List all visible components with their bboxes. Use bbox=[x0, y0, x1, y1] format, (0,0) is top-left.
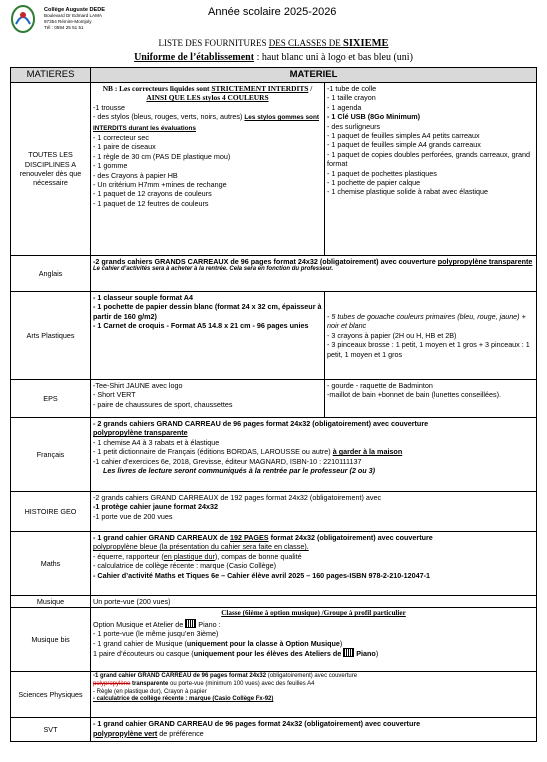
list-item: - 1 Carnet de croquis - Format A5 14.8 x 21 cm - 96 pages unies bbox=[93, 321, 309, 331]
material-cell-left bbox=[91, 292, 325, 380]
list-item bbox=[93, 639, 534, 648]
list-item: - 1 porte-vue (le même jusqu’en 3ième) bbox=[93, 629, 219, 639]
column-header-subjects: MATIERES bbox=[11, 68, 91, 83]
subject-cell: TOUTES LES DISCIPLINES A renouveler dès que nécessaire bbox=[11, 83, 91, 256]
material-cell bbox=[91, 492, 537, 532]
subject-cell: Maths bbox=[11, 532, 91, 596]
list-item: - calculatrice de collège récente : marque (Casio Collège Fx-92) bbox=[93, 696, 274, 703]
list-item-text: ) bbox=[339, 638, 343, 648]
table-row bbox=[11, 380, 537, 418]
school-year: Année scolaire 2025-2026 bbox=[208, 6, 337, 18]
cover-note: polypropylène bleue (la présentation du cahier sera faite en classe). bbox=[93, 542, 309, 552]
activity-book-note: Le cahier d’activités sera à acheter à la rentrée. Cela sera en fonction du professeur. bbox=[93, 266, 334, 273]
hard-plastic-note: en plastique dur bbox=[163, 551, 215, 561]
list-item: - 1 taille crayon bbox=[327, 93, 376, 103]
subject-cell: EPS bbox=[11, 380, 91, 418]
list-item-text: 1 paire d’écouteurs ou casque ( bbox=[93, 649, 194, 659]
nb-sep: / bbox=[308, 84, 313, 93]
table-row bbox=[11, 492, 537, 532]
list-item bbox=[93, 648, 534, 658]
atelier-only-note: uniquement pour les élèves des Ateliers de bbox=[193, 649, 344, 659]
material-cell bbox=[91, 718, 537, 742]
list-item-text: Piano : bbox=[196, 619, 221, 629]
list-item-text: -1 grand cahier GRAND CARREAU de 96 pages format 24x32 bbox=[93, 673, 267, 680]
nb-styles: AINSI QUE LES stylos 4 COULEURS bbox=[146, 93, 269, 103]
list-item bbox=[93, 533, 534, 542]
list-item: - 1 classeur souple format A4 bbox=[93, 293, 193, 302]
table-row bbox=[11, 83, 537, 256]
list-item: - 3 pinceaux brosse : 1 petit, 1 moyen et 1 gros + 3 pinceaux : 1 petit, 1 moyen et 1 gros bbox=[327, 340, 530, 359]
school-info bbox=[44, 7, 105, 31]
list-item: - 1 paire de ciseaux bbox=[93, 142, 156, 152]
cover-note: polypropylène transparente bbox=[437, 257, 533, 266]
title-prefix: LISTE DES FOURNITURES bbox=[158, 38, 269, 48]
subject-cell: SVT bbox=[11, 718, 91, 742]
list-item: - 1 Clé USB (8Go Minimum) bbox=[327, 112, 421, 122]
table-row bbox=[11, 596, 537, 608]
material-cell bbox=[91, 672, 537, 718]
list-item: - 1 grand cahier GRAND CARREAU de 96 pages format 24x32 (obligatoirement) avec couverture bbox=[93, 719, 421, 729]
cover-note: polypropylène vert bbox=[93, 728, 158, 738]
list-item: - calculatrice de collège récente : marque (Casio Collège) bbox=[93, 561, 276, 571]
piano-icon bbox=[343, 648, 354, 657]
cover-note: polypropylène transparente bbox=[93, 428, 188, 438]
column-header-material: MATERIEL bbox=[91, 68, 537, 83]
list-item: - paire de chaussures de sport, chaussettes bbox=[93, 399, 233, 409]
material-cell-left bbox=[91, 380, 325, 418]
list-item bbox=[93, 619, 534, 629]
list-item: - Règle (en plastique dur), Crayon à papier bbox=[93, 688, 207, 695]
uniform-text: : haut blanc uni à logo et bas bleu (uni) bbox=[254, 52, 413, 63]
school-logo-icon bbox=[10, 4, 36, 34]
list-item: - des Crayons à papier HB bbox=[93, 170, 178, 180]
list-item-text: Option Musique et Atelier de bbox=[93, 619, 186, 629]
list-item: - 1 pochette de papier dessin blanc (format 24 x 32 cm, épaisseur à partir de 160 g/m2) bbox=[93, 302, 322, 321]
school-name: Collège Auguste DEDE bbox=[44, 7, 106, 13]
list-item: -1 protège cahier jaune format 24x32 bbox=[93, 502, 219, 512]
page-title bbox=[0, 38, 547, 49]
subject-cell: Français bbox=[11, 418, 91, 492]
list-item-text: format 24x32 (obligatoirement) avec couverture bbox=[268, 533, 433, 542]
list-item: - 1 paquet de feuilles simples A4 petits carreaux bbox=[327, 131, 480, 141]
list-item-text: de préférence bbox=[157, 728, 204, 738]
nb-note bbox=[93, 84, 322, 103]
list-item: - 1 chemise plastique solide à rabat avec élastique bbox=[327, 187, 489, 197]
title-level: SIXIEME bbox=[343, 38, 389, 49]
list-item: - 5 tubes de gouache couleurs primaires (bleu, rouge, jaune) + noir et blanc bbox=[327, 311, 526, 331]
list-item: - 1 paquet de 12 feutres de couleurs bbox=[93, 198, 209, 208]
piano-icon bbox=[185, 619, 196, 628]
list-item-text: Piano bbox=[354, 649, 376, 659]
struck-text: polypropylène bbox=[93, 681, 131, 687]
list-item: - 1 paquet de feuilles simple A4 grands carreaux bbox=[327, 140, 481, 150]
music-class-heading: Classe (6ième à option musique) /Groupe à profil particulier bbox=[221, 609, 406, 618]
list-item: -2 grands cahiers GRAND CARREAUX de 192 pages format 24x32 (obligatoirement) avec bbox=[93, 493, 382, 502]
page-header bbox=[8, 4, 540, 40]
list-item: - des surligneurs bbox=[327, 121, 381, 131]
list-item-text: - 2 grands cahiers GRAND CARREAU de 96 pages format 24x32 (obligatoirement) avec couverture bbox=[93, 419, 429, 428]
table-row bbox=[11, 718, 537, 742]
list-item-text: ) bbox=[375, 649, 379, 659]
material-cell-left bbox=[91, 83, 325, 256]
uniform-label: Uniforme de l’établissement bbox=[134, 52, 255, 63]
table-row bbox=[11, 532, 537, 596]
list-item-text: - 1 grand cahier GRAND CARREAUX de bbox=[93, 533, 230, 542]
list-item: - 1 paquet de pochettes plastiques bbox=[327, 168, 437, 178]
list-item-text: ou porte-vue (minimum 100 vues) avec des feuilles A4 bbox=[168, 681, 315, 687]
list-item-text: - 1 petit dictionnaire de Français (éditions BORDAS, LAROUSSE ou autre) bbox=[93, 447, 333, 457]
list-item bbox=[93, 447, 534, 456]
list-item: - 1 pochette de papier calque bbox=[327, 178, 421, 188]
table-row bbox=[11, 292, 537, 380]
material-cell bbox=[91, 418, 537, 492]
list-item-text: -2 grands cahiers GRANDS CARREAUX de 96 pages format 24x32 (obligatoirement) avec couverture bbox=[93, 257, 438, 266]
list-item: - 1 agenda bbox=[327, 102, 362, 112]
list-item-text: - 1 grand cahier de Musique ( bbox=[93, 638, 187, 648]
list-item bbox=[93, 112, 322, 133]
list-item: -maillot de bain +bonnet de bain (lunettes conseillées). bbox=[327, 390, 502, 400]
list-item bbox=[93, 729, 534, 738]
subject-cell: Musique bbox=[11, 596, 91, 608]
list-item: - Short VERT bbox=[93, 390, 136, 400]
list-item bbox=[93, 681, 534, 689]
school-phone: Tél : 0594 25 51 51 bbox=[44, 25, 84, 30]
list-item bbox=[93, 673, 534, 681]
title-classes: DES CLASSES DE bbox=[268, 38, 343, 48]
table-row bbox=[11, 672, 537, 718]
material-cell-right bbox=[325, 380, 537, 418]
page-count: 192 PAGES bbox=[229, 533, 269, 542]
supplies-table bbox=[10, 67, 537, 742]
list-item: -1 trousse bbox=[93, 102, 125, 112]
list-item: - 1 chemise A4 à 3 rabats et à élastique bbox=[93, 437, 220, 447]
table-row bbox=[11, 608, 537, 672]
list-item: - 1 paquet de copies doubles perforées, grands carreaux, grand format bbox=[327, 149, 530, 169]
list-item: -1 porte vue de 200 vues bbox=[93, 511, 173, 521]
subject-cell: Arts Plastiques bbox=[11, 292, 91, 380]
material-cell-right bbox=[325, 83, 537, 256]
list-item-text: (obligatoirement) avec couverture bbox=[266, 673, 358, 680]
list-item: - gourde - raquette de Badminton bbox=[327, 381, 433, 390]
list-item: -1 tube de colle bbox=[327, 84, 377, 93]
table-row bbox=[11, 256, 537, 292]
subject-cell: Musique bis bbox=[11, 608, 91, 672]
list-item: Les livres de lecture seront communiqués à la rentrée par le professeur (2 ou 3) bbox=[103, 466, 376, 476]
erasable-pens-note: Les stylos gommes sont INTERDITS durant les évaluations bbox=[93, 114, 319, 132]
material-cell bbox=[91, 608, 537, 672]
subject-cell: HISTOIRE GEO bbox=[11, 492, 91, 532]
school-address-line: Boulevard Dr Edmard LAMA bbox=[44, 13, 102, 18]
list-item: - 3 crayons à papier (2H ou H, HB et 2B) bbox=[327, 330, 457, 340]
material-cell-right bbox=[325, 292, 537, 380]
subject-cell: Sciences Physiques bbox=[11, 672, 91, 718]
uniform-line bbox=[0, 52, 547, 63]
list-item: - 1 règle de 30 cm (PAS DE plastique mou) bbox=[93, 151, 231, 161]
list-item: - Un critérium H7mm +mines de rechange bbox=[93, 180, 227, 190]
list-item bbox=[93, 552, 534, 561]
list-item: - 1 gomme bbox=[93, 161, 128, 171]
subject-cell: Anglais bbox=[11, 256, 91, 292]
list-item: - 1 correcteur sec bbox=[93, 133, 149, 143]
nb-text: NB : Les correcteurs liquides sont bbox=[102, 84, 212, 93]
list-item: - Cahier d’activité Maths et Tiques 6e – Cahier élève avril 2025 – 160 pages-ISBN 978-2-210-12047-1 bbox=[93, 570, 431, 580]
material-cell bbox=[91, 256, 537, 292]
option-only-note: uniquement pour la classe à Option Musique bbox=[186, 638, 340, 648]
nb-strict: STRICTEMENT INTERDITS bbox=[211, 84, 309, 93]
table-row bbox=[11, 418, 537, 492]
material-cell: Un porte-vue (200 vues) bbox=[91, 596, 537, 608]
keep-at-home-note: à garder à la maison bbox=[332, 447, 403, 457]
material-cell bbox=[91, 532, 537, 596]
list-item: - 1 paquet de 12 crayons de couleurs bbox=[93, 189, 212, 199]
table-header-row bbox=[11, 68, 537, 83]
list-item bbox=[93, 419, 534, 428]
list-item: -1 cahier d’exercices 6e, 2018, Grevisse, éditeur MAGNARD, ISBN-10 : 2210111137 bbox=[93, 456, 362, 466]
list-item-text: ), compas de bonne qualité bbox=[214, 551, 302, 561]
list-item-text: - équerre, rapporteur ( bbox=[93, 551, 164, 561]
list-item bbox=[93, 257, 534, 266]
list-item-text: - des stylos (bleus, rouges, verts, noirs, autres) bbox=[93, 112, 245, 122]
list-item-text: transparente bbox=[130, 681, 169, 687]
school-address-line: 97354 Rémire-Montjoly bbox=[44, 19, 92, 24]
list-item: -Tee-Shirt JAUNE avec logo bbox=[93, 381, 183, 390]
